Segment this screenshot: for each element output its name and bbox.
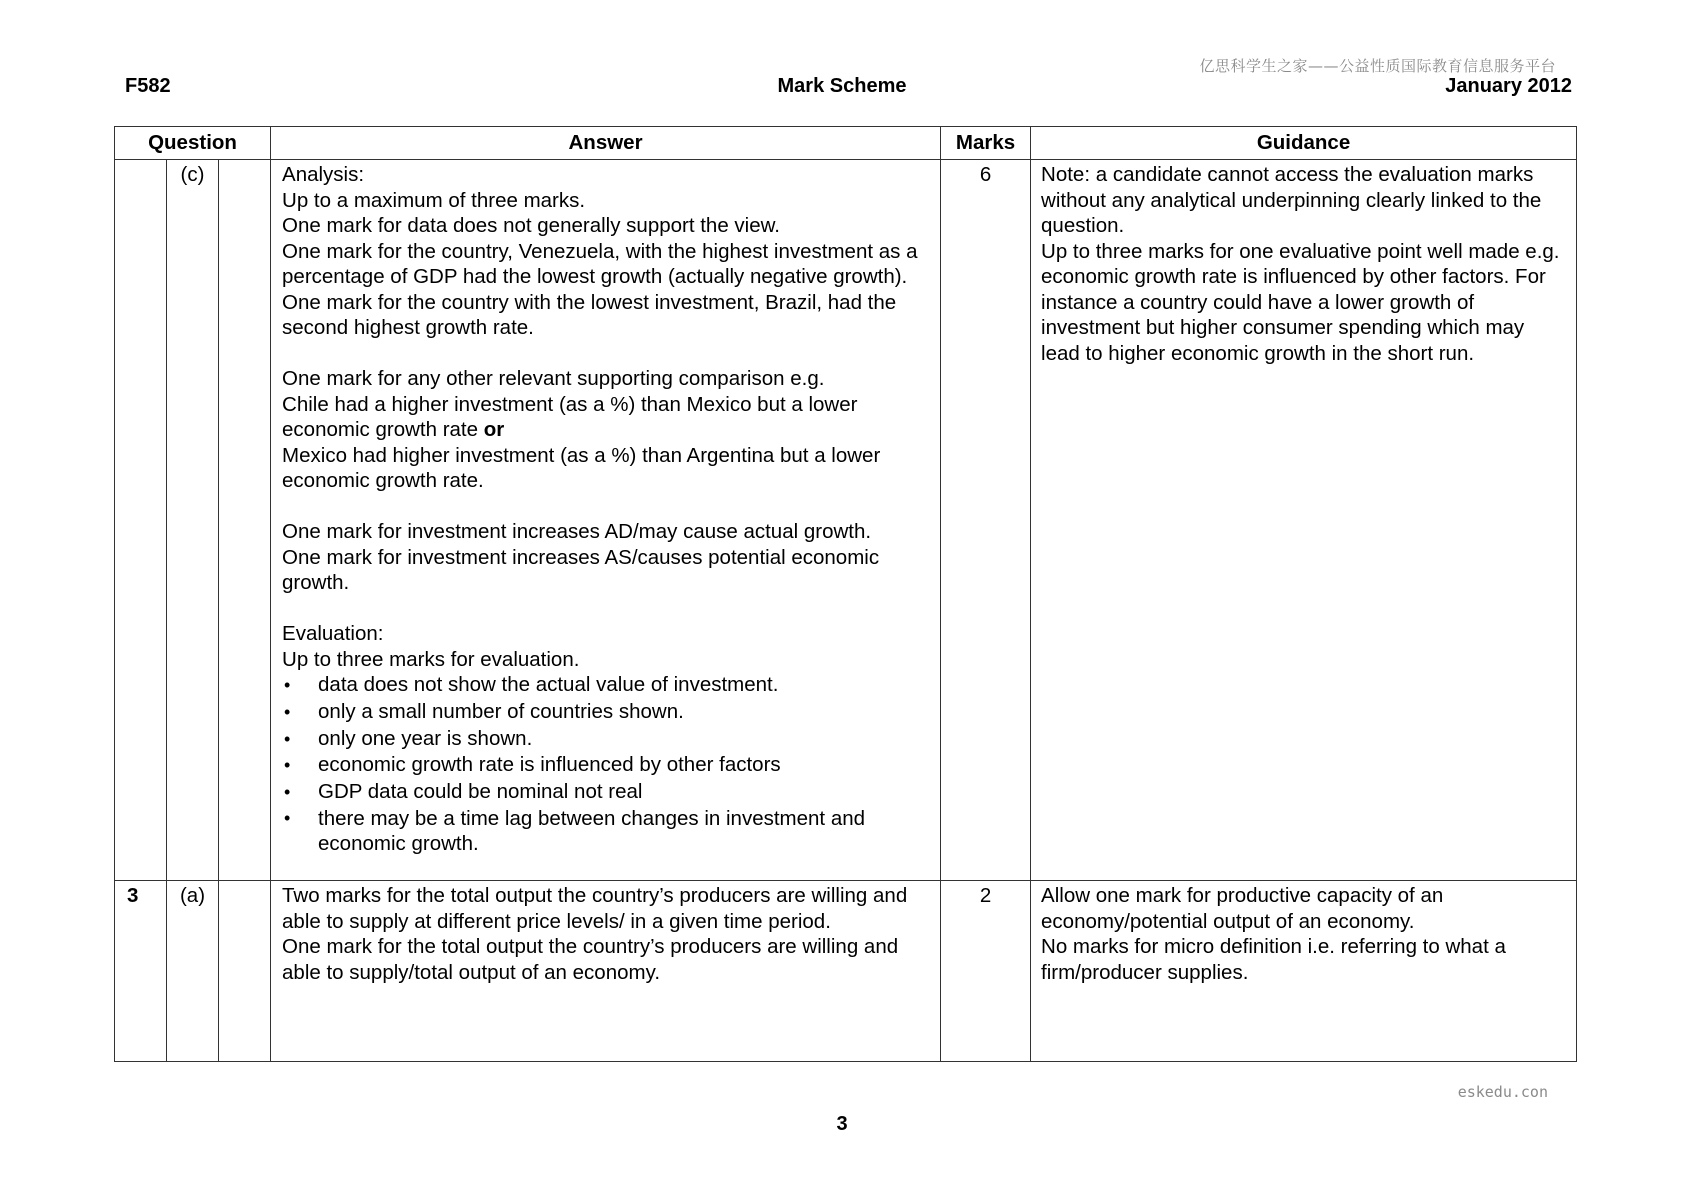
guidance-cell: [1031, 160, 1577, 881]
watermark-bottom: eskedu.con: [1457, 1083, 1548, 1101]
list-item: • GDP data could be nominal not real: [282, 779, 932, 806]
header-marks: Marks: [941, 127, 1031, 160]
answer-line: Two marks for the total output the country’s producers are willing and able to supply at different price levels/ in a given time period.: [282, 884, 908, 933]
guidance-line: No marks for micro definition i.e. referring to what a firm/producer supplies.: [1041, 935, 1506, 984]
bullet-icon: •: [284, 675, 291, 695]
watermark-top: 亿思科学生之家——公益性质国际教育信息服务平台: [1199, 57, 1556, 75]
question-part: (a): [167, 881, 219, 1062]
table-row: [115, 160, 1577, 881]
table-header-row: [115, 127, 1577, 160]
answer-line: Analysis:: [282, 163, 365, 186]
answer-line: Up to three marks for evaluation.: [282, 647, 580, 671]
answer-line: One mark for the country, Venezuela, with the highest investment as a percentage of GDP had the lowest growth (actually negative growth).: [282, 239, 918, 288]
answer-line: One mark for the total output the country’s producers are willing and able to supply/total output of an economy.: [282, 935, 899, 984]
list-item: • economic growth rate is influenced by other factors: [282, 752, 932, 779]
guidance-line: Up to three marks for one evaluative point well made e.g. economic growth rate is influenced by other factors. For instance a country could have a lower growth of investment but higher consumer spending which may lead to higher economic growth in the short run.: [1041, 239, 1560, 365]
guidance-line: Note: a candidate cannot access the evaluation marks without any analytical underpinning clearly linked to the question.: [1041, 163, 1542, 237]
list-item: • data does not show the actual value of investment.: [282, 672, 932, 699]
header-answer: Answer: [271, 127, 941, 160]
guidance-line: Allow one mark for productive capacity of an economy/potential output of an economy.: [1041, 884, 1444, 933]
page-number: 3: [836, 1113, 848, 1135]
header-question: Question: [115, 127, 271, 160]
bullet-icon: •: [284, 755, 291, 776]
answer-line: Evaluation:: [282, 622, 384, 645]
answer-line: [282, 392, 932, 443]
question-number: 3: [115, 881, 167, 1062]
bullet-icon: •: [284, 728, 291, 749]
bullet-icon: •: [284, 807, 291, 828]
answer-line: One mark for data does not generally support the view.: [282, 214, 781, 237]
answer-cell: [271, 160, 941, 881]
answer-line: Up to a maximum of three marks.: [282, 188, 586, 212]
list-item: • only a small number of countries shown.: [282, 699, 932, 726]
answer-line: One mark for investment increases AS/causes potential economic growth.: [282, 545, 880, 594]
marks-cell: 2: [941, 881, 1031, 1062]
or-keyword: or: [483, 418, 505, 441]
header-guidance: Guidance: [1031, 127, 1577, 160]
question-subpart: [219, 160, 271, 881]
exam-code: F582: [125, 75, 171, 97]
table-row: [115, 881, 1577, 1062]
answer-line: One mark for the country with the lowest investment, Brazil, had the second highest growth rate.: [282, 290, 897, 339]
list-item: • only one year is shown.: [282, 726, 932, 753]
exam-date: January 2012: [1445, 75, 1572, 97]
answer-text: Chile had a higher investment (as a %) than Mexico but a lower economic growth rate: [282, 392, 858, 441]
question-number: [115, 160, 167, 881]
guidance-cell: [1031, 881, 1577, 1062]
answer-line: Mexico had higher investment (as a %) than Argentina but a lower economic growth rate.: [282, 443, 881, 492]
list-item: • there may be a time lag between changes in investment and economic growth.: [284, 806, 866, 855]
evaluation-bullet-list: [282, 672, 932, 856]
bullet-icon: •: [284, 782, 291, 803]
bullet-icon: •: [284, 701, 291, 722]
mark-scheme-table: [114, 126, 1577, 1062]
answer-line: One mark for investment increases AD/may cause actual growth.: [282, 520, 872, 543]
marks-cell: 6: [941, 160, 1031, 881]
question-part: (c): [167, 160, 219, 881]
question-subpart: [219, 881, 271, 1062]
page-title: Mark Scheme: [777, 75, 907, 97]
answer-line: One mark for any other relevant supporting comparison e.g.: [282, 367, 825, 390]
answer-cell: [271, 881, 941, 1062]
